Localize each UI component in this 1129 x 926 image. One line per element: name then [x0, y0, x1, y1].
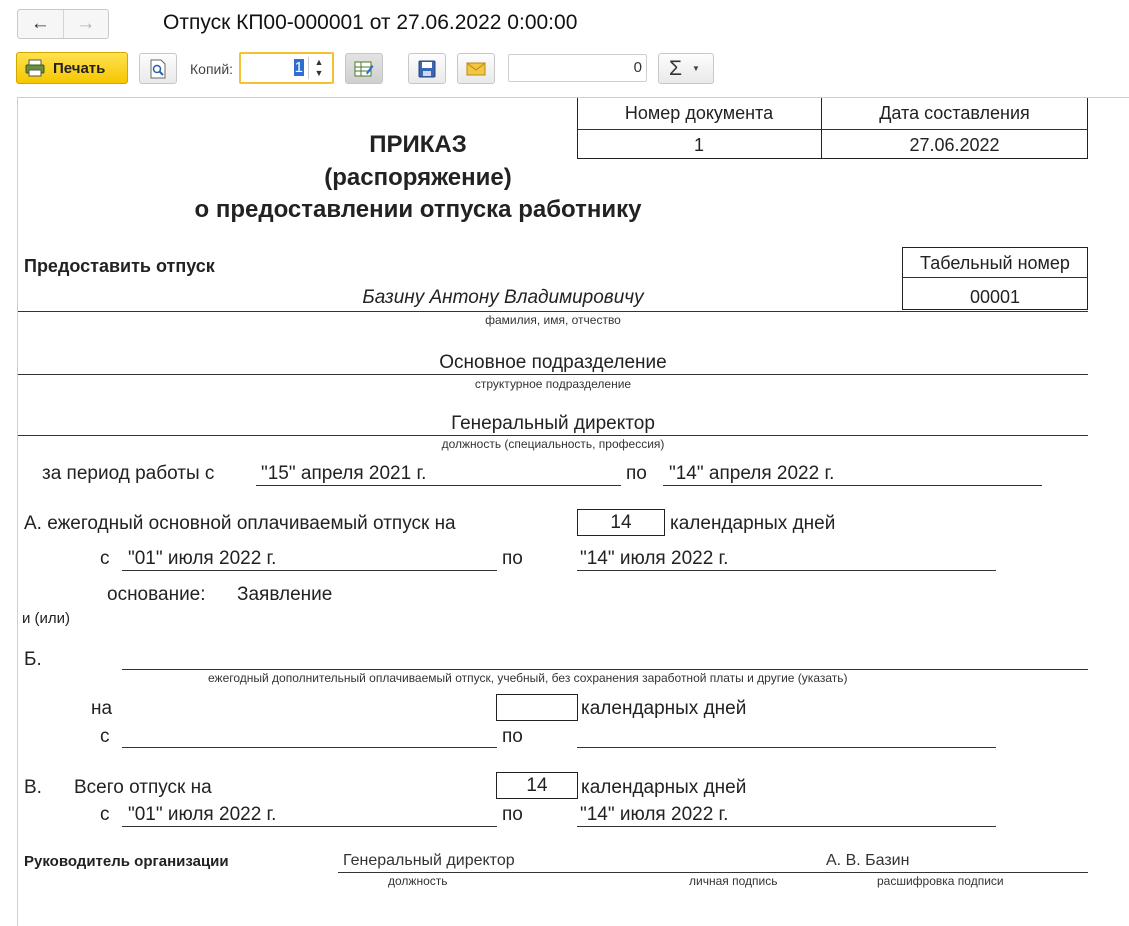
- edit-mode-button[interactable]: [345, 53, 383, 84]
- employee-name: Базину Антону Владимировичу: [362, 287, 644, 308]
- save-button[interactable]: [408, 53, 446, 84]
- preview-icon: [149, 59, 167, 79]
- sigma-icon: Σ: [669, 56, 682, 80]
- save-icon: [418, 60, 436, 78]
- back-button[interactable]: [18, 10, 63, 38]
- hint-position: должность: [388, 874, 448, 888]
- period-label: за период работы с: [42, 463, 215, 484]
- doc-number-header: Номер документа: [624, 103, 774, 123]
- preview-button[interactable]: [139, 53, 177, 84]
- mail-button[interactable]: [457, 53, 495, 84]
- tab-number-value: 00001: [969, 287, 1021, 307]
- a-days: 14: [610, 512, 632, 533]
- a-from: "01" июля 2022 г.: [128, 548, 277, 569]
- b-s: с: [100, 726, 110, 747]
- position: Генеральный директор: [451, 413, 655, 434]
- head-name: А. В. Базин: [826, 852, 910, 869]
- hint-sign: личная подпись: [689, 874, 778, 888]
- doc-subtitle: (распоряжение): [324, 164, 512, 191]
- forward-button[interactable]: [63, 10, 109, 38]
- doc-date-value: 27.06.2022: [909, 135, 1000, 155]
- v-s: с: [100, 804, 110, 825]
- a-to: "14" июля 2022 г.: [580, 548, 729, 569]
- period-po: по: [626, 463, 647, 484]
- a-po: по: [502, 548, 523, 569]
- v-from: "01" июля 2022 г.: [128, 804, 277, 825]
- arrow-left-icon: ←: [30, 13, 50, 34]
- v-days-label: календарных дней: [581, 777, 747, 798]
- b-label: Б.: [24, 649, 42, 670]
- period-to: "14" апреля 2022 г.: [669, 463, 835, 484]
- head-label: Руководитель организации: [24, 853, 229, 870]
- and-or-label: и (или): [22, 610, 71, 627]
- basis-label: основание:: [107, 584, 206, 605]
- employee-hint: фамилия, имя, отчество: [485, 313, 621, 327]
- arrow-right-icon: →: [76, 13, 96, 34]
- spin-up-icon[interactable]: ▲: [314, 57, 324, 67]
- window-title: Отпуск КП00-000001 от 27.06.2022 0:00:00: [163, 11, 578, 34]
- v-total-label: Всего отпуск на: [74, 777, 212, 798]
- sum-menu-button[interactable]: [658, 53, 714, 84]
- v-label: В.: [24, 777, 42, 798]
- copies-label: Копий:: [190, 61, 234, 77]
- sum-field[interactable]: 0: [508, 54, 647, 82]
- b-days-label: календарных дней: [581, 698, 747, 719]
- position-hint: должность (специальность, профессия): [441, 437, 665, 451]
- v-to: "14" июля 2022 г.: [580, 804, 729, 825]
- nav-buttons: [17, 9, 109, 39]
- doc-number-value: 1: [693, 135, 704, 155]
- basis-value: Заявление: [237, 584, 333, 605]
- b-days-box: [496, 694, 578, 721]
- document-sheet: [17, 97, 1129, 926]
- print-label: Печать: [53, 59, 106, 77]
- b-hint: ежегодный дополнительный оплачиваемый отпуск, учебный, без сохранения заработной платы и другие (указать): [208, 671, 848, 685]
- copies-value: 1: [294, 59, 303, 76]
- a-s: с: [100, 548, 110, 569]
- copies-spinner[interactable]: [308, 57, 329, 79]
- department-hint: структурное подразделение: [474, 377, 632, 391]
- v-days: 14: [526, 775, 548, 796]
- spin-down-icon[interactable]: ▼: [314, 68, 324, 78]
- doc-title: ПРИКАЗ: [369, 131, 467, 158]
- head-position: Генеральный директор: [343, 852, 515, 869]
- print-icon: [25, 59, 45, 77]
- copies-input[interactable]: [239, 52, 334, 84]
- edit-mode-icon: [354, 60, 374, 78]
- mail-icon: [466, 62, 486, 76]
- hint-decode: расшифровка подписи: [877, 874, 1004, 888]
- b-na: на: [91, 698, 113, 719]
- b-po: по: [502, 726, 523, 747]
- v-po: по: [502, 804, 523, 825]
- tab-number-label: Табельный номер: [920, 253, 1070, 273]
- grant-label: Предоставить отпуск: [24, 256, 215, 276]
- doc-subject: о предоставлении отпуска работнику: [194, 196, 642, 223]
- period-from: "15" апреля 2021 г.: [261, 463, 427, 484]
- a-label: А. ежегодный основной оплачиваемый отпуск на: [24, 513, 456, 534]
- department: Основное подразделение: [439, 352, 667, 373]
- a-days-label: календарных дней: [670, 513, 836, 534]
- chevron-down-icon: ▼: [691, 64, 700, 73]
- print-button[interactable]: [16, 52, 128, 84]
- doc-date-header: Дата составления: [879, 103, 1030, 123]
